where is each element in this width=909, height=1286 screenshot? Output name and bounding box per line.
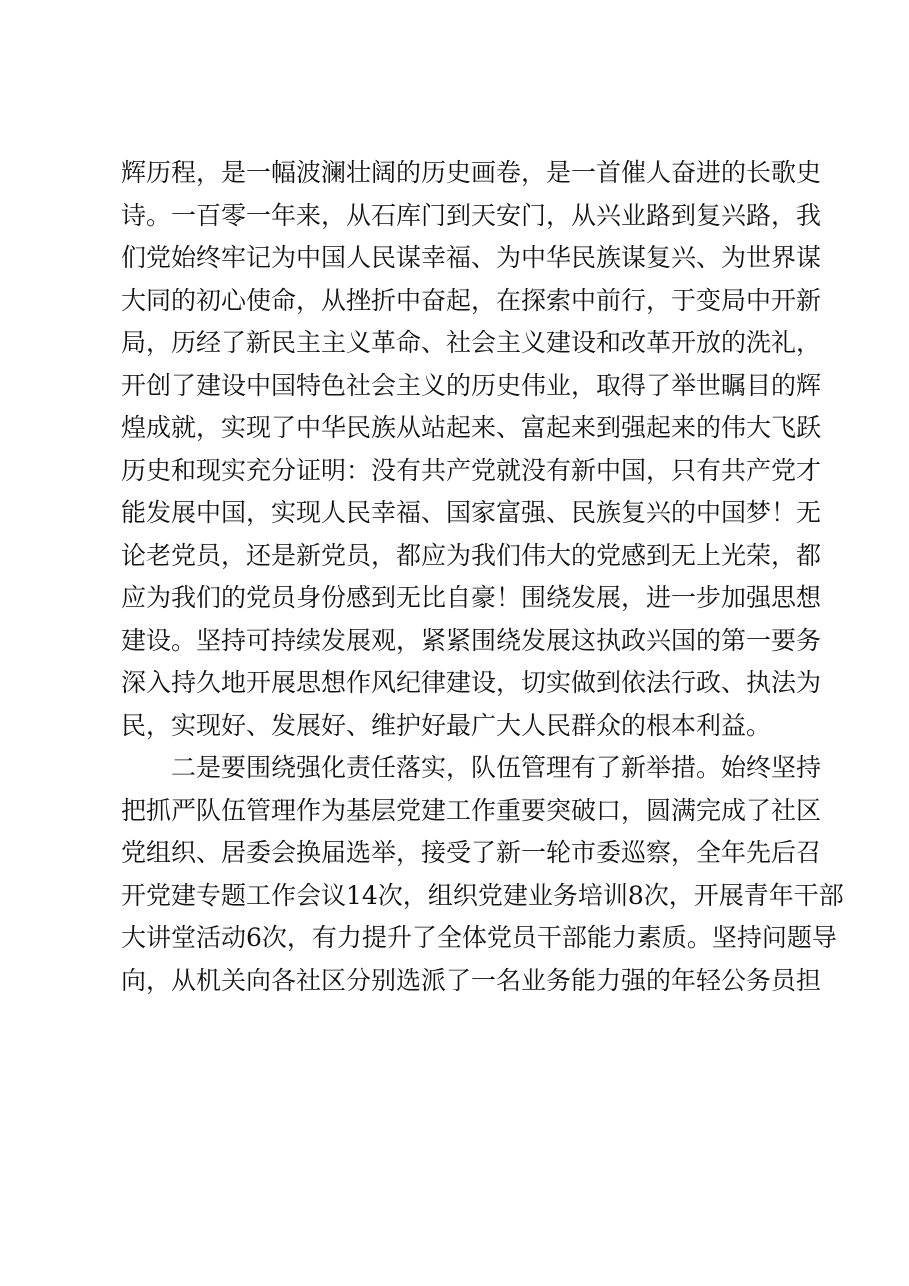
text-line: 诗。一百零一年来，从石库门到天安门，从兴业路到复兴路，我 [121,200,822,230]
text-line: 大讲堂活动6次，有力提升了全体党员干部能力素质。坚持问题导 [121,923,837,952]
text-line: 大同的初心使命，从挫折中奋起，在探索中前行，于变局中开新 [121,285,822,315]
text-line: 应为我们的党员身份感到无比自豪！围绕发展，进一步加强思想 [121,583,822,612]
text-line: 开党建专题工作会议14次，组织党建业务培训8次，开展青年干部 [121,880,844,910]
text-line: 历史和现实充分证明：没有共产党就没有新中国，只有共产党才 [121,455,822,485]
text-line: 论老党员，还是新党员，都应为我们伟大的党感到无上光荣，都 [121,540,822,570]
text-line: 把抓严队伍管理作为基层党建工作重要突破口，圆满完成了社区 [121,795,822,825]
text-line: 向，从机关向各社区分别选派了一名业务能力强的年轻公务员担 [121,965,822,995]
paragraph-first-line: 二是要围绕强化责任落实，队伍管理有了新举措。始终坚持 [171,753,822,782]
text-line: 能发展中国，实现人民幸福、国家富强、民族复兴的中国梦！无 [121,498,822,527]
body-text [121,152,844,1002]
text-line: 们党始终牢记为中国人民谋幸福、为中华民族谋复兴、为世界谋 [121,243,822,272]
text-line: 开创了建设中国特色社会主义的历史伟业，取得了举世瞩目的辉 [121,370,822,400]
text-line: 党组织、居委会换届选举，接受了新一轮市委巡察，全年先后召 [121,838,822,867]
text-line: 建设。坚持可持续发展观，紧紧围绕发展这执政兴国的第一要务 [121,625,822,655]
text-line: 煌成就，实现了中华民族从站起来、富起来到强起来的伟大飞跃 [121,413,822,442]
text-line: 局，历经了新民主主义革命、社会主义建设和改革开放的洗礼， [121,328,822,357]
text-line: 辉历程，是一幅波澜壮阔的历史画卷，是一首催人奋进的长歌史 [121,158,822,187]
text-line: 深入持久地开展思想作风纪律建设，切实做到依法行政、执法为 [121,668,822,697]
paragraph-last-line: 民，实现好、发展好、维护好最广大人民群众的根本利益。 [121,710,772,740]
